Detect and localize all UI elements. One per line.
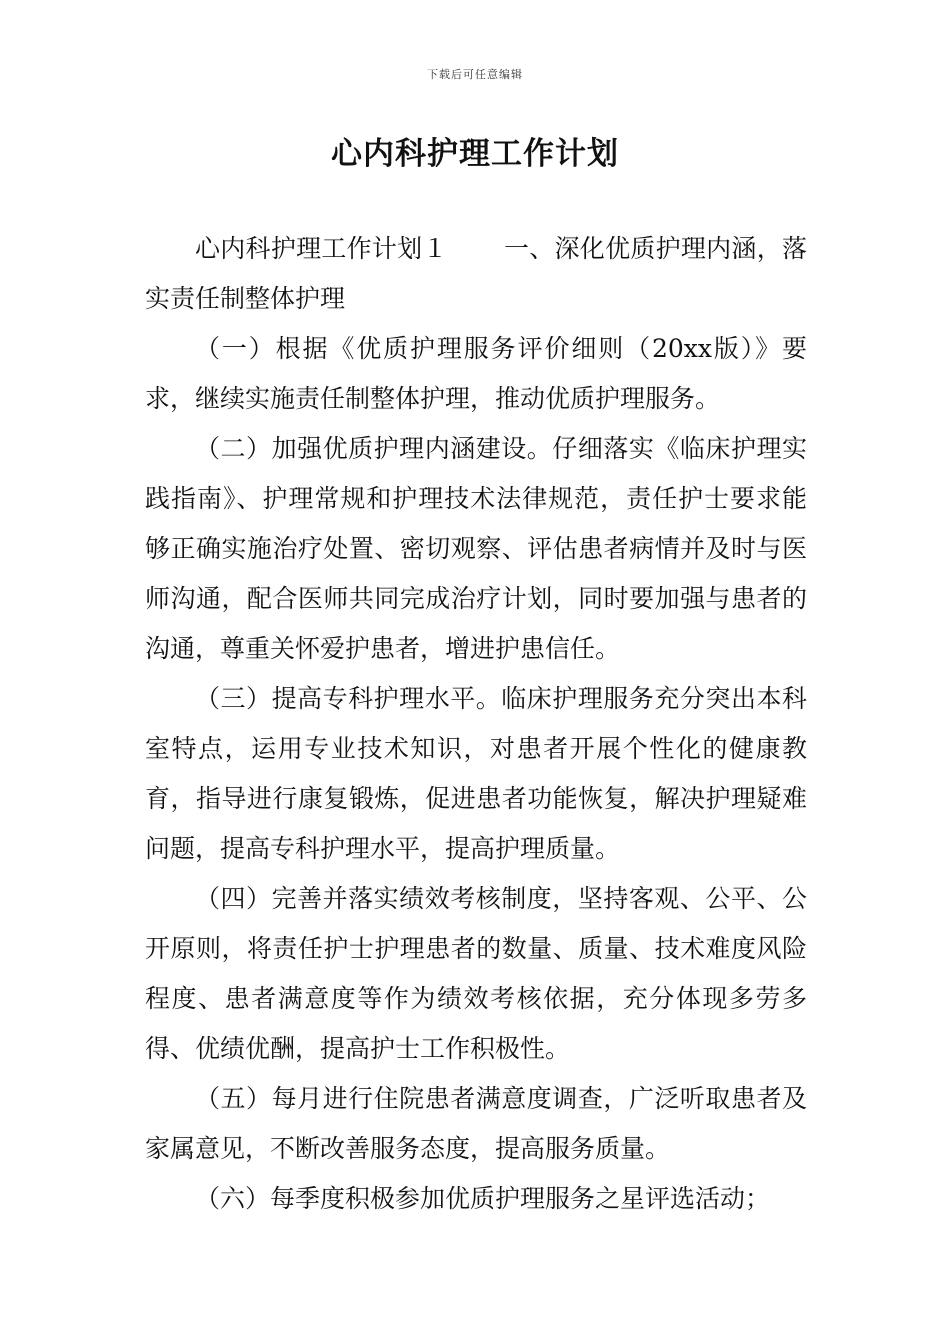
section-heading: 一、深化优质护理内涵，落实责任制整体护理: [145, 234, 807, 313]
paragraph-5: （五）每月进行住院患者满意度调查，广泛听取患者及家属意见，不断改善服务态度，提高服务质量。: [145, 1084, 807, 1163]
document-title: 心内科护理工作计划: [331, 136, 619, 172]
paragraph-2: （二）加强优质护理内涵建设。仔细落实《临床护理实践指南》、护理常规和护理技术法律规范，责任护士要求能够正确实施治疗处置、密切观察、评估患者病情并及时与医师沟通，配合医师共同完成治疗计划，同时要加强与患者的沟通，尊重关怀爱护患者，增进护患信任。: [145, 434, 807, 663]
intro-label: 心内科护理工作计划１: [195, 234, 448, 263]
paragraph-3: （三）提高专科护理水平。临床护理服务充分突出本科室特点，运用专业技术知识，对患者开展个性化的健康教育，指导进行康复锻炼，促进患者功能恢复，解决护理疑难问题，提高专科护理水平，提高护理质量。: [145, 684, 807, 863]
paragraph-1: （一）根据《优质护理服务评价细则（20xx版）》要求，继续实施责任制整体护理，推动优质护理服务。: [145, 334, 807, 413]
document-body: [145, 224, 807, 1224]
paragraph-4: （四）完善并落实绩效考核制度，坚持客观、公平、公开原则，将责任护士护理患者的数量、质量、技术难度风险程度、患者满意度等作为绩效考核依据，充分体现多劳多得、优绩优酬，提高护士工作积极性。: [145, 884, 807, 1063]
header-note: 下载后可任意编辑: [427, 68, 523, 81]
intro-paragraph: [145, 224, 807, 324]
paragraph-6: （六）每季度积极参加优质护理服务之星评选活动；: [195, 1184, 771, 1213]
